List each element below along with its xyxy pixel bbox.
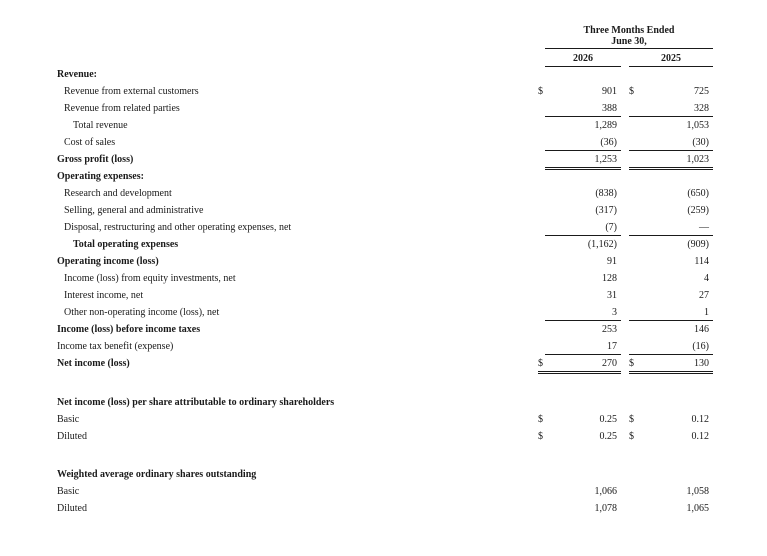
value-2026: 17 [607, 341, 617, 352]
row-label: Diluted [57, 503, 87, 514]
eps-section-title: Net income (loss) per share attributable to ordinary shareholders [57, 397, 335, 408]
value-2026: 270 [602, 358, 617, 369]
value-2025: 725 [694, 86, 709, 97]
subtotal-rule [545, 354, 621, 355]
row-label: Revenue: [57, 69, 97, 80]
row-label: Operating income (loss) [57, 256, 159, 267]
total-double-rule [629, 169, 713, 170]
subtotal-rule [629, 235, 713, 236]
year-rule-2026 [545, 66, 621, 67]
currency-symbol: $ [629, 431, 634, 442]
subtotal-rule [629, 320, 713, 321]
value-2025: (259) [687, 205, 709, 216]
total-double-rule [629, 167, 713, 168]
value-2026: 31 [607, 290, 617, 301]
value-2026: 388 [602, 103, 617, 114]
value-2026: (838) [595, 188, 617, 199]
value-2025: (16) [692, 341, 709, 352]
subtotal-rule [545, 150, 621, 151]
value-2025: 130 [694, 358, 709, 369]
header-rule [545, 48, 713, 49]
value-2025: (650) [687, 188, 709, 199]
total-double-rule [538, 373, 621, 374]
subtotal-rule [629, 116, 713, 117]
value-2026: 1,289 [594, 120, 617, 131]
value-2025: 328 [694, 103, 709, 114]
row-label: Revenue from related parties [64, 103, 180, 114]
currency-symbol: $ [538, 431, 543, 442]
value-2026: 128 [602, 273, 617, 284]
value-2025: 1,058 [686, 486, 709, 497]
row-label: Basic [57, 486, 80, 497]
currency-symbol: $ [538, 414, 543, 425]
row-label: Diluted [57, 431, 87, 442]
row-label: Total revenue [73, 120, 128, 131]
row-label: Income (loss) before income taxes [57, 324, 201, 335]
value-2025: 4 [704, 273, 709, 284]
value-2025: 1,065 [686, 503, 709, 514]
row-label: Selling, general and administrative [64, 205, 204, 216]
period-header-line1: Three Months Ended [583, 25, 675, 36]
value-2026: (1,162) [587, 239, 617, 250]
row-label: Research and development [64, 188, 172, 199]
subtotal-rule [545, 320, 621, 321]
value-2026: (317) [595, 205, 617, 216]
value-2026: 901 [602, 86, 617, 97]
row-label: Net income (loss) [57, 358, 130, 369]
value-2025: 114 [694, 256, 709, 267]
currency-symbol: $ [629, 86, 634, 97]
value-2025: 1,053 [686, 120, 709, 131]
subtotal-rule [545, 235, 621, 236]
value-2026: 91 [607, 256, 617, 267]
total-double-rule [629, 373, 713, 374]
value-2026: 1,078 [594, 503, 617, 514]
value-2025: 0.12 [691, 414, 709, 425]
value-2025: 1,023 [686, 154, 709, 165]
value-2026: 0.25 [599, 431, 617, 442]
value-2025: 27 [699, 290, 709, 301]
value-2025: 1 [704, 307, 709, 318]
currency-symbol: $ [538, 86, 543, 97]
value-2026: (36) [600, 137, 617, 148]
subtotal-rule [629, 354, 713, 355]
value-2026: (7) [605, 222, 617, 233]
subtotal-rule [629, 150, 713, 151]
value-2026: 1,066 [594, 486, 617, 497]
currency-symbol: $ [629, 414, 634, 425]
row-label: Gross profit (loss) [57, 154, 134, 165]
currency-symbol: $ [629, 358, 634, 369]
row-label: Cost of sales [64, 137, 116, 148]
row-label: Income tax benefit (expense) [57, 341, 174, 352]
total-double-rule [545, 167, 621, 168]
value-2026: 0.25 [599, 414, 617, 425]
total-double-rule [629, 371, 713, 372]
value-2025: — [699, 222, 709, 233]
row-label: Total operating expenses [73, 239, 179, 250]
value-2026: 253 [602, 324, 617, 335]
row-label: Operating expenses: [57, 171, 144, 182]
row-label: Basic [57, 414, 80, 425]
value-2025: 0.12 [691, 431, 709, 442]
row-label: Interest income, net [64, 290, 144, 301]
row-label: Disposal, restructuring and other operating expenses, net [64, 222, 292, 233]
period-header-line2: June 30, [611, 36, 647, 47]
row-label: Other non-operating income (loss), net [64, 307, 220, 318]
value-2025: (909) [687, 239, 709, 250]
column-year-2025: 2025 [661, 53, 681, 64]
total-double-rule [538, 371, 621, 372]
year-rule-2025 [629, 66, 713, 67]
value-2025: 146 [694, 324, 709, 335]
total-double-rule [545, 169, 621, 170]
column-year-2026: 2026 [573, 53, 593, 64]
row-label: Income (loss) from equity investments, net [64, 273, 236, 284]
value-2026: 3 [612, 307, 617, 318]
currency-symbol: $ [538, 358, 543, 369]
value-2025: (30) [692, 137, 709, 148]
value-2026: 1,253 [594, 154, 617, 165]
shares-section-title: Weighted average ordinary shares outstanding [57, 469, 257, 480]
row-label: Revenue from external customers [64, 86, 199, 97]
subtotal-rule [545, 116, 621, 117]
